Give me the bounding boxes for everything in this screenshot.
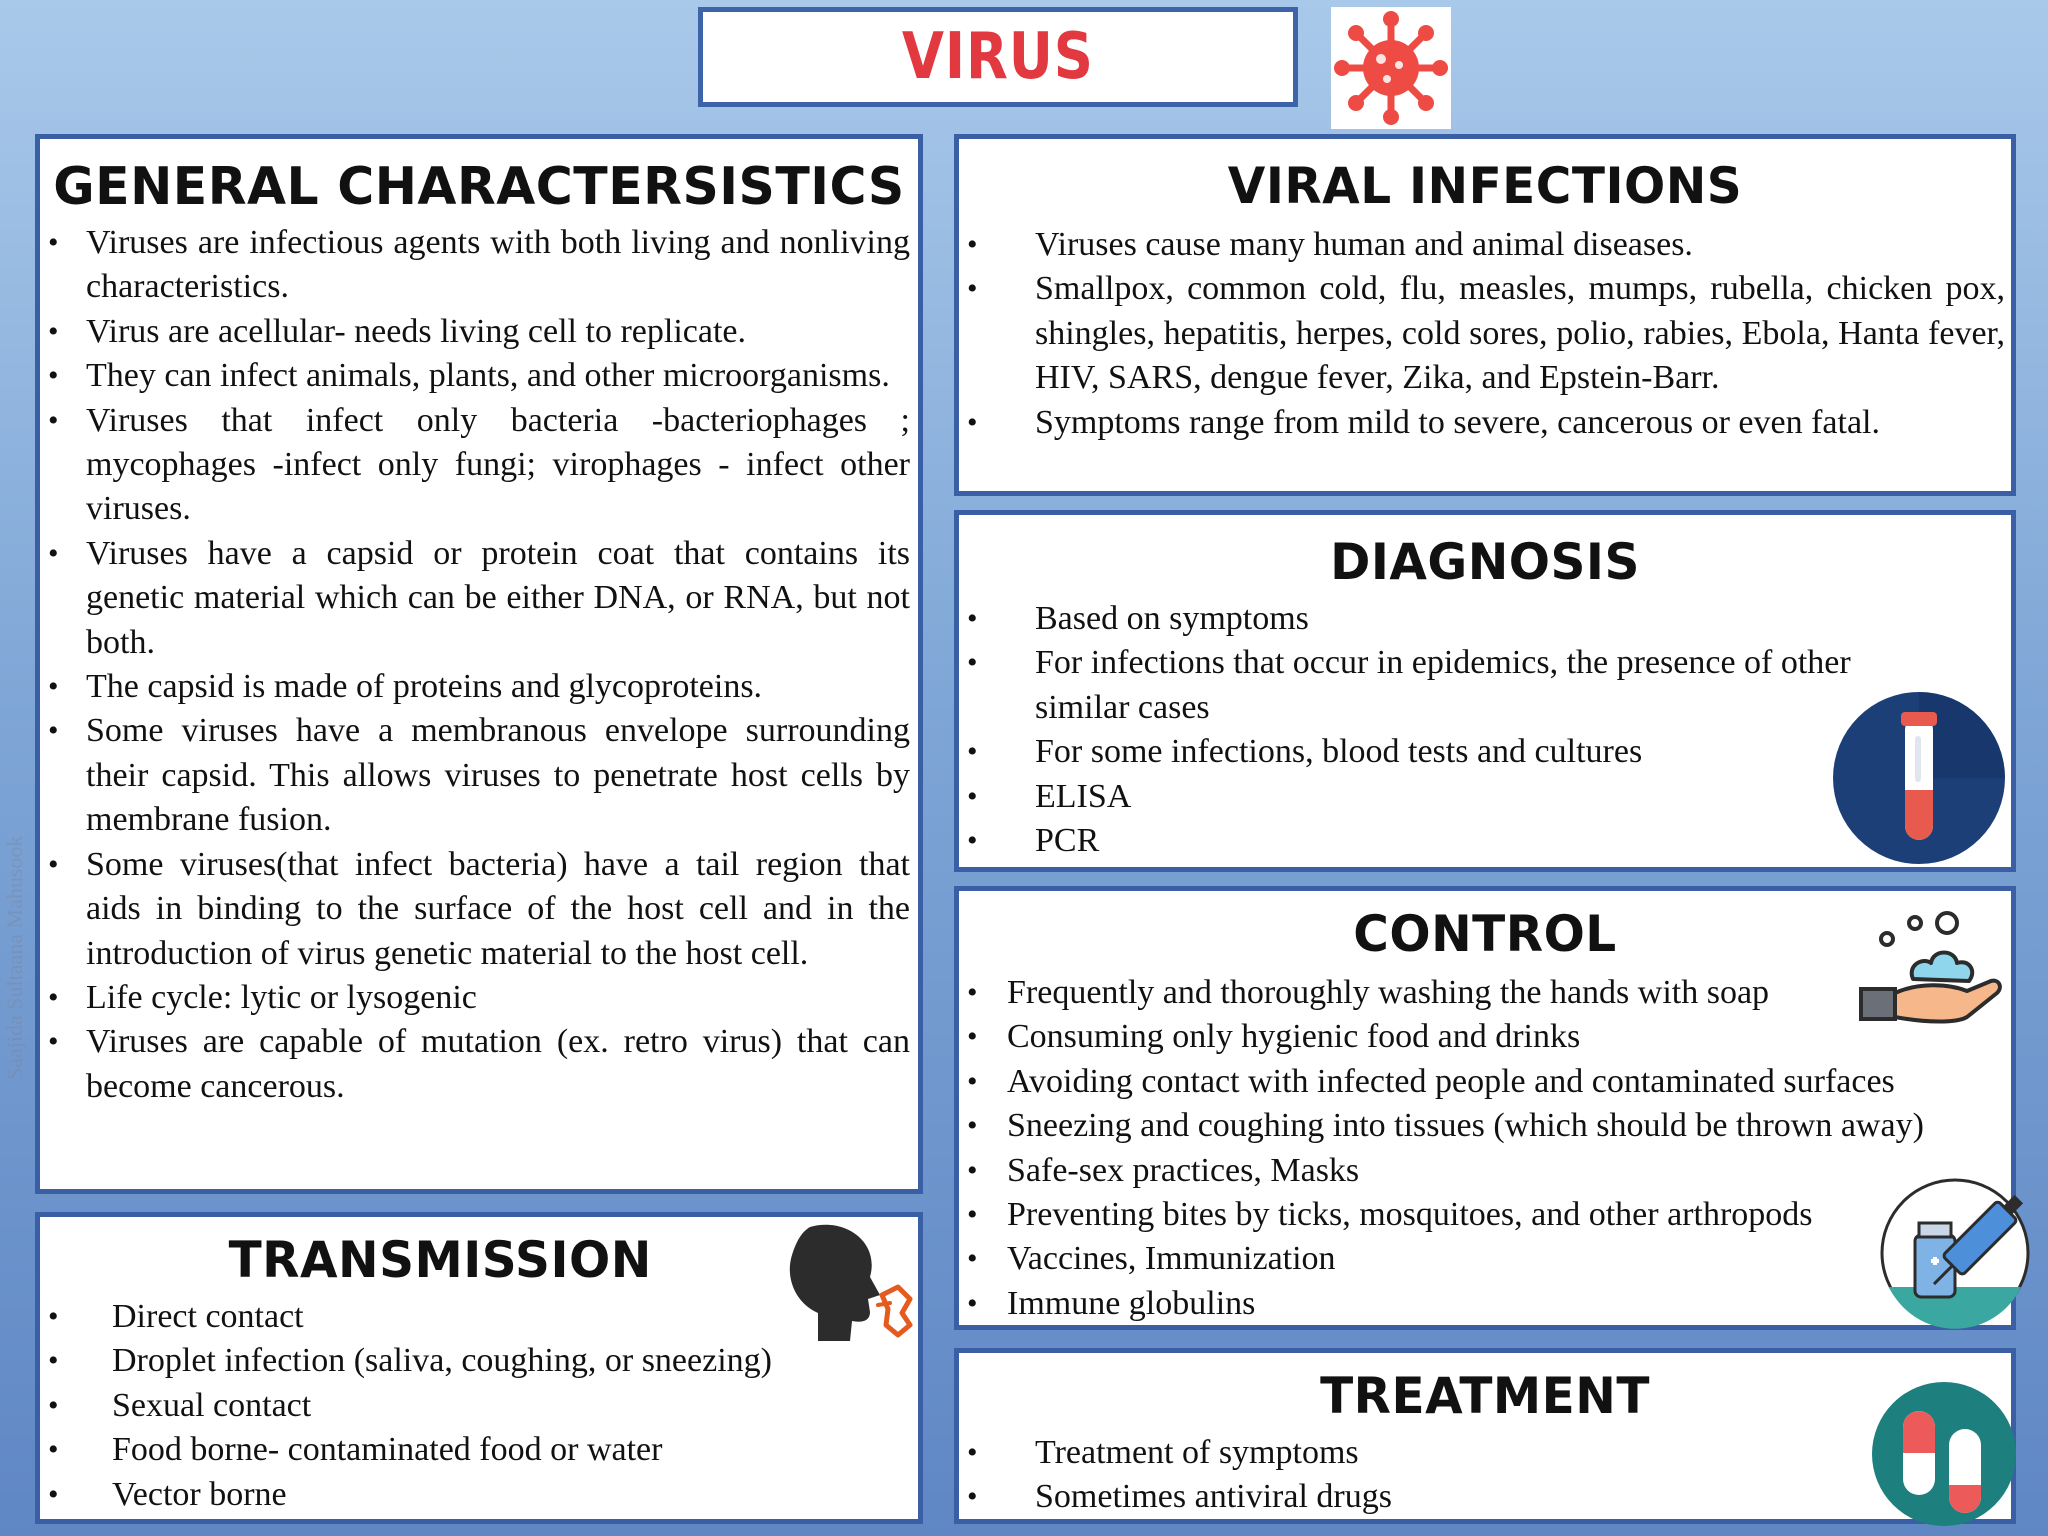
list-item: • Food borne- contaminated food or water [40, 1428, 918, 1472]
treatment-heading: TREATMENT [1320, 1367, 1650, 1425]
title-box [698, 7, 1298, 107]
list-item: • Some viruses have a membranous envelope surrounding their capsid. This allows viruses to penetrate host cells by membrane fusion. [40, 709, 918, 842]
viral-list [959, 223, 2011, 445]
page-title: VIRUS [902, 20, 1094, 94]
list-item: • Viruses are infectious agents with both living and nonliving characteristics. [40, 221, 918, 310]
list-item: • They can infect animals, plants, and other microorganisms. [40, 354, 918, 398]
virus-icon [1331, 7, 1451, 129]
list-item: • Symptoms range from mild to severe, cancerous or even fatal. [959, 401, 2011, 445]
list-item: • Treatment of symptoms [959, 1431, 2011, 1475]
list-item: • Sometimes antiviral drugs [959, 1475, 2011, 1519]
treatment-list [959, 1431, 2011, 1520]
list-item: • Vector borne [40, 1473, 918, 1517]
transmission-heading: TRANSMISSION [228, 1231, 652, 1289]
diagnosis-heading: DIAGNOSIS [1330, 533, 1640, 591]
vaccine-icon [1879, 1177, 2031, 1334]
list-item: • Based on symptoms [959, 597, 2011, 641]
list-item: • Sexual contact [40, 1384, 918, 1428]
list-item: • ELISA [959, 775, 2011, 819]
handwash-icon [1857, 901, 2007, 1032]
watermark: Saajida Sultaana Mahusook [2, 835, 27, 1080]
capsule-icon [1871, 1381, 2017, 1532]
list-item: • The capsid is made of proteins and glycoproteins. [40, 665, 918, 709]
list-item: • Life cycle: lytic or lysogenic [40, 976, 918, 1020]
list-item: • For some infections, blood tests and cultures [959, 730, 2011, 774]
list-item: • Sneezing and coughing into tissues (which should be thrown away) [959, 1104, 2011, 1148]
list-item: • Preventing bites by ticks, mosquitoes, and other arthropods [959, 1193, 2011, 1237]
list-item: • For infections that occur in epidemics, the presence of other similar cases [959, 641, 2011, 730]
control-panel [954, 886, 2016, 1330]
list-item: • Viruses that infect only bacteria -bacteriophages ; mycophages -infect only fungi; virophages - infect other viruses. [40, 399, 918, 532]
diagnosis-panel [954, 510, 2016, 872]
list-item: • Vaccines, Immunization [959, 1237, 2011, 1281]
list-item: • Viruses are capable of mutation (ex. retro virus) that can become cancerous. [40, 1020, 918, 1109]
list-item: • Avoiding contact with infected people and contaminated surfaces [959, 1060, 2011, 1104]
list-item: • Virus are acellular- needs living cell to replicate. [40, 310, 918, 354]
viral-infections-panel [954, 134, 2016, 496]
list-item: • Some viruses(that infect bacteria) have a tail region that aids in binding to the surface of the host cell and in the introduction of virus genetic material to the host cell. [40, 843, 918, 976]
list-item: • Droplet infection (saliva, coughing, or sneezing) [40, 1339, 918, 1383]
sneeze-icon [770, 1217, 920, 1352]
viral-heading: VIRAL INFECTIONS [1227, 157, 1743, 215]
treatment-panel [954, 1348, 2016, 1524]
control-list [959, 971, 2011, 1326]
list-item: • Safe-sex practices, Masks [959, 1149, 2011, 1193]
list-item: • Smallpox, common cold, flu, measles, mumps, rubella, chicken pox, shingles, hepatitis, herpes, cold sores, polio, rabies, Ebola, Hanta fever, HIV, SARS, dengue fever, Zika, and Epstein-Barr. [959, 267, 2011, 400]
transmission-panel [35, 1212, 923, 1524]
list-item: • Direct contact [40, 1295, 918, 1339]
list-item: • Consuming only hygienic food and drinks [959, 1015, 2011, 1059]
general-list [40, 221, 918, 1109]
list-item: • PCR [959, 819, 2011, 863]
list-item: • Immune globulins [959, 1282, 2011, 1326]
general-characteristics-panel [35, 134, 923, 1194]
list-item: • Viruses cause many human and animal diseases. [959, 223, 2011, 267]
test-tube-icon [1831, 690, 2007, 871]
list-item: • Viruses have a capsid or protein coat that contains its genetic material which can be either DNA, or RNA, but not both. [40, 532, 918, 665]
general-heading: GENERAL CHARACTERSISTICS [53, 157, 905, 217]
list-item: • Frequently and thoroughly washing the hands with soap [959, 971, 2011, 1015]
control-heading: CONTROL [1353, 905, 1617, 963]
